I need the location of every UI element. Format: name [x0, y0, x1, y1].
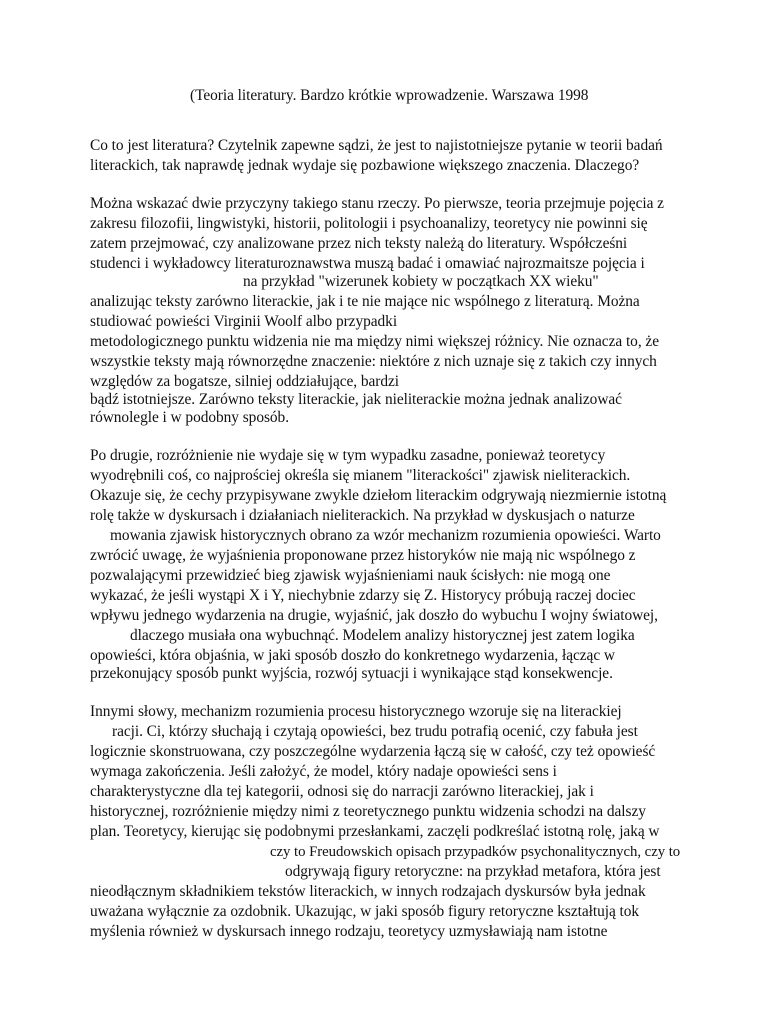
text-line: opowieści, która objaśnia, w jaki sposób doszło do konkretnego wydarzenia, łącząc w — [90, 647, 615, 664]
text-line: pozwalającymi przewidzieć bieg zjawisk wyjaśnieniami nauk ścisłych: nie mogą one — [90, 567, 611, 584]
text-line: uważana wyłącznie za ozdobnik. Ukazując, w jaki sposób figury retoryczne kształtują tok — [90, 903, 640, 920]
text-line: dlaczego musiała ona wybuchnąć. Modelem analizy historycznej jest zatem logika — [130, 627, 635, 644]
text-line: wpływu jednego wydarzenia na drugie, wyjaśnić, jak doszło do wybuchu I wojny światowej, — [90, 607, 658, 624]
text-line: racji. Ci, którzy słuchają i czytają opowieści, bez trudu potrafią ocenić, czy fabuła jest — [112, 723, 638, 740]
text-line: równolegle i w podobny sposób. — [90, 409, 289, 426]
text-line: studiować powieści Virginii Woolf albo przypadki — [90, 313, 398, 330]
text-line: bądź istotniejsze. Zarówno teksty literackie, jak nieliterackie można jednak analizować — [90, 391, 622, 408]
text-line: myślenia również w dyskursach innego rodzaju, teoretycy uzmysławiają nam istotne — [90, 923, 608, 940]
text-line: mowania zjawisk historycznych obrano za wzór mechanizm rozumienia opowieści. Warto — [110, 527, 661, 544]
text-line: logicznie skonstruowana, czy poszczególne wydarzenia łączą się w całość, czy też opowieść — [90, 743, 656, 760]
text-line: Okazuje się, że cechy przypisywane zwykle dziełom literackim odgrywają niezmiernie istotną — [90, 487, 667, 504]
text-line: zakresu filozofii, lingwistyki, historii, politologii i psychoanalizy, teoretycy nie powinni się — [90, 215, 648, 232]
text-line: wszystkie teksty mają równorzędne znaczenie: niektóre z nich uznaje się z takich czy innych — [90, 353, 657, 370]
text-line: zwrócić uwagę, że wyjaśnienia proponowane przez historyków nie mają nic wspólnego z — [90, 547, 636, 564]
text-line: metodologicznego punktu widzenia nie ma między nimi większej różnicy. Nie oznacza to, że — [90, 333, 659, 350]
text-line: nieodłącznym składnikiem tekstów literackich, w innych rodzajach dyskursów była jednak — [90, 883, 646, 900]
text-line: Można wskazać dwie przyczyny takiego stanu rzeczy. Po pierwsze, teoria przejmuje pojęcia z — [90, 195, 664, 212]
text-line: Po drugie, rozróżnienie nie wydaje się w tym wypadku zasadne, ponieważ teoretycy — [90, 447, 606, 464]
text-line: charakterystyczne dla tej kategorii, odnosi się do narracji zarówno literackiej, jak i — [90, 783, 594, 800]
text-line: wykazać, że jeśli wystąpi X i Y, niechybnie zdarzy się Z. Historycy próbują raczej dociec — [90, 587, 636, 604]
text-line: plan. Teoretycy, kierując się podobnymi przesłankami, zaczęli podkreślać istotną rolę, jaką w — [90, 823, 660, 840]
text-line: przekonujący sposób punkt wyjścia, rozwój sytuacji i wynikające stąd konsekwencje. — [90, 665, 613, 682]
title-line: (Teoria literatury. Bardzo krótkie wprowadzenie. Warszawa 1998 — [190, 87, 589, 104]
text-line: rolę także w dyskursach i działaniach nieliterackich. Na przykład w dyskusjach o naturze — [90, 507, 635, 524]
text-line: na przykład "wizerunek kobiety w początkach XX wieku" — [243, 273, 599, 290]
text-line: czy to Freudowskich opisach przypadków psychonalitycznych, czy to — [270, 844, 681, 860]
text-line: Innymi słowy, mechanizm rozumienia procesu historycznego wzoruje się na literackiej — [90, 703, 622, 720]
text-line: wyodrębnili coś, co najprościej określa się mianem "literackości" zjawisk nieliterackich. — [90, 467, 631, 484]
text-line: historycznej, rozróżnienie między nimi z teoretycznego punktu widzenia schodzi na dalszy — [90, 803, 646, 820]
text-line: studenci i wykładowcy literaturoznawstwa muszą badać i omawiać najrozmaitsze pojęcia i — [90, 255, 645, 272]
text-line: wymaga zakończenia. Jeśli założyć, że model, który nadaje opowieści sens i — [90, 763, 557, 780]
text-line: zatem przejmować, czy analizowane przez nich teksty należą do literatury. Współcześni — [90, 235, 628, 252]
text-line: analizując teksty zarówno literackie, jak i te nie mające nic wspólnego z literaturą. Można — [90, 293, 640, 310]
text-line: odgrywają figury retoryczne: na przykład metafora, która jest — [285, 863, 661, 880]
text-line: Co to jest literatura? Czytelnik zapewne sądzi, że jest to najistotniejsze pytanie w teorii badań — [90, 137, 663, 154]
text-line: względów za bogatsze, silniej oddziałujące, bardzi — [90, 373, 400, 390]
text-line: literackich, tak naprawdę jednak wydaje się pozbawione większego znaczenia. Dlaczego? — [90, 157, 640, 174]
